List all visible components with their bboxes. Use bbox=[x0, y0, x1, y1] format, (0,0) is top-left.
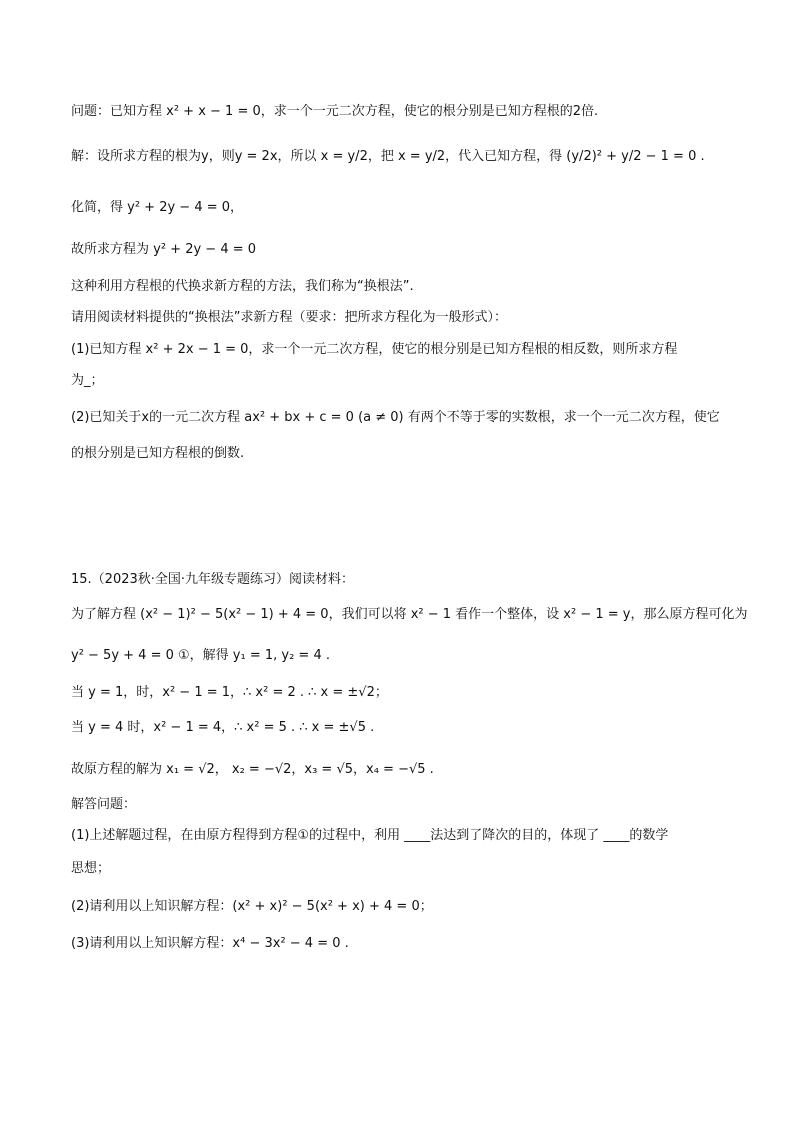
conclusion-line: 故所求方程为 y² + 2y − 4 = 0 bbox=[71, 242, 257, 257]
question-1-line-1: (1)上述解题过程，在由原方程得到方程①的过程中，利用 ____法达到了降次的目的，体现了 ____的数学 bbox=[71, 828, 669, 843]
material-line-1: 为了解方程 (x² − 1)² − 5(x² − 1) + 4 = 0，我们可以将 x² − 1 看作一个整体，设 x² − 1 = y，那么原方程可化为 bbox=[71, 607, 748, 622]
question-1-line-2: 为_； bbox=[71, 373, 104, 388]
problem-intro: 问题：已知方程 x² + x − 1 = 0，求一个一元二次方程，使它的根分别是已知方程根的2倍. bbox=[71, 104, 599, 119]
question-1-line-2: 思想； bbox=[71, 861, 111, 876]
solution-line: 解：设所求方程的根为y，则y = 2x，所以 x = y/2，把 x = y/2，代入已知方程，得 (y/2)² + y/2 − 1 = 0 . bbox=[71, 149, 705, 164]
material-line-5: 故原方程的解为 x₁ = √2， x₂ = −√2，x₃ = √5，x₄ = −√5 . bbox=[71, 762, 434, 777]
question-2: (2)请利用以上知识解方程：(x² + x)² − 5(x² + x) + 4 = 0； bbox=[71, 899, 433, 914]
question-2-line-1: (2)已知关于x的一元二次方程 ax² + bx + c = 0 (a ≠ 0) 有两个不等于零的实数根，求一个一元二次方程，使它 bbox=[71, 410, 720, 425]
answer-header: 解答问题： bbox=[71, 797, 137, 812]
material-line-4: 当 y = 4 时，x² − 1 = 4，∴ x² = 5 . ∴ x = ±√5 . bbox=[71, 720, 375, 735]
question-2-line-2: 的根分别是已知方程根的倒数. bbox=[71, 446, 245, 461]
question-1-line-1: (1)已知方程 x² + 2x − 1 = 0，求一个一元二次方程，使它的根分别是已知方程根的相反数，则所求方程 bbox=[71, 342, 678, 357]
instruction-line: 请用阅读材料提供的“换根法”求新方程（要求：把所求方程化为一般形式）： bbox=[71, 310, 507, 325]
question-3: (3)请利用以上知识解方程：x⁴ − 3x² − 4 = 0 . bbox=[71, 936, 349, 951]
simplify-line: 化简，得 y² + 2y − 4 = 0， bbox=[71, 200, 244, 215]
method-line: 这种利用方程根的代换求新方程的方法，我们称为“换根法”. bbox=[71, 279, 414, 294]
material-line-2: y² − 5y + 4 = 0 ①，解得 y₁ = 1, y₂ = 4 . bbox=[71, 648, 330, 663]
problem-header: 15.（2023秋·全国·九年级专题练习）阅读材料： bbox=[71, 572, 355, 587]
material-line-3: 当 y = 1，时，x² − 1 = 1，∴ x² = 2 . ∴ x = ±√2； bbox=[71, 685, 388, 700]
